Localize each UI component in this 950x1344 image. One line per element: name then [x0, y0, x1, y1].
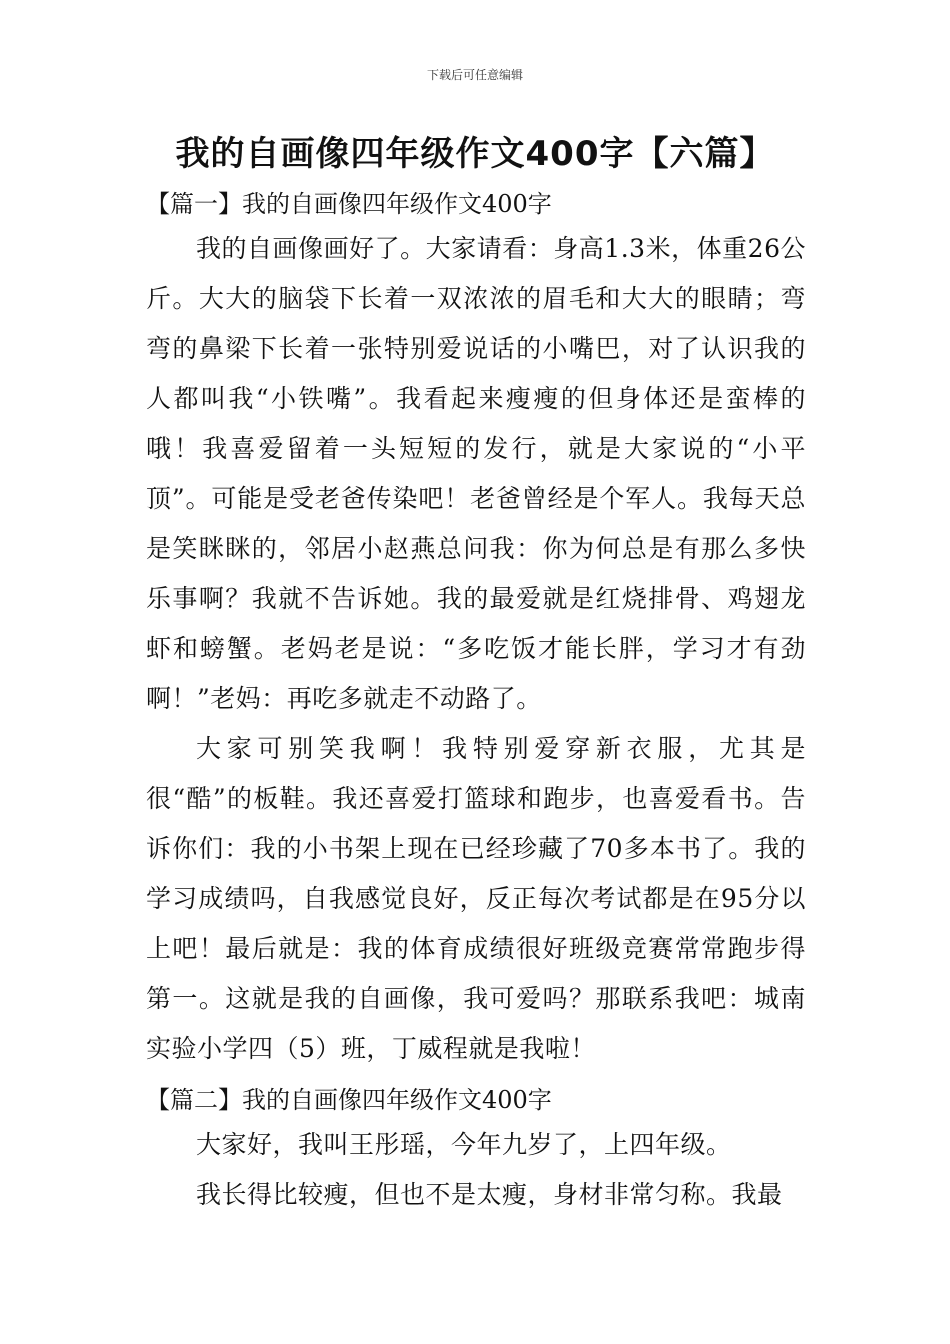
document-title: 我的自画像四年级作文400字【六篇】 — [175, 134, 775, 174]
download-note: 下载后可任意编辑 — [426, 68, 523, 82]
paragraph: 大家可别笑我啊！我特别爱穿新衣服，尤其是很“酷”的板鞋。我还喜爱打篮球和跑步，也喜爱看书。告诉你们：我的小书架上现在已经珍藏了70多本书了。我的学习成绩吗，自我感觉良好，反正每次考试都是在95分以上吧！最后就是：我的体育成绩很好班级竞赛常常跑步得第一。这就是我的自画像，我可爱吗？那联系我吧：城南实验小学四（5）班，丁威程就是我啦！ — [146, 734, 806, 1063]
paragraph: 我的自画像画好了。大家请看：身高1.3米，体重26公斤。大大的脑袋下长着一双浓浓的眉毛和大大的眼睛；弯弯的鼻梁下长着一张特别爱说话的小嘴巴，对了认识我的人都叫我“小铁嘴”。我看起来瘦瘦的但身体还是蛮棒的哦！我喜爱留着一头短短的发行，就是大家说的“小平顶”。可能是受老爸传染吧！老爸曾经是个军人。我每天总是笑眯眯的，邻居小赵燕总问我：你为何总是有那么多快乐事啊？我就不告诉她。我的最爱就是红烧排骨、鸡翅龙虾和螃蟹。老妈老是说：“多吃饭才能长胖，学习才有劲啊！”老妈：再吃多就走不动路了。 — [146, 234, 806, 713]
section-heading-1: 【篇一】我的自画像四年级作文400字 — [146, 190, 552, 218]
section-body-1 — [146, 224, 806, 1074]
section-heading-2: 【篇二】我的自画像四年级作文400字 — [146, 1086, 552, 1114]
section-body-2 — [146, 1120, 806, 1220]
paragraph: 大家好，我叫王彤瑶，今年九岁了，上四年级。 — [196, 1130, 732, 1159]
paragraph: 我长得比较瘦，但也不是太瘦，身材非常匀称。我最 — [196, 1180, 783, 1209]
